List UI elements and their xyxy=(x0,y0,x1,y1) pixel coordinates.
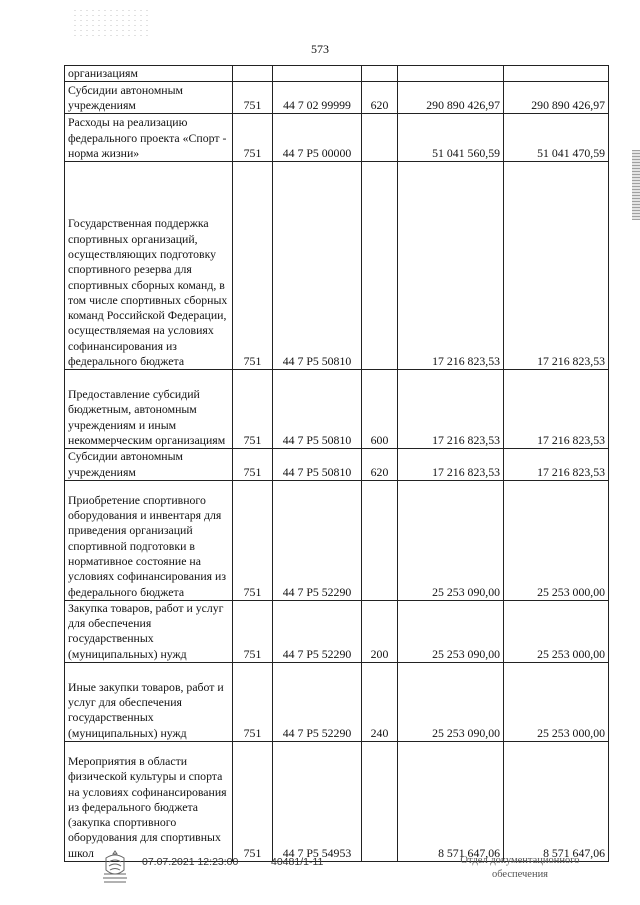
row-amount-actual: 17 216 823,53 xyxy=(504,449,609,481)
footer-document-number: 40481/1-11 xyxy=(271,856,324,868)
table-row xyxy=(65,114,609,162)
row-target-code: 44 7 P5 52290 xyxy=(273,600,362,662)
row-name: Приобретение спортивного оборудования и инвентаря для приведения организаций спортивной подготовки в нормативное состояние на условиях софинансирования из федерального бюджета xyxy=(65,480,233,600)
row-ministry-code xyxy=(233,66,273,82)
row-target-code: 44 7 P5 52290 xyxy=(273,663,362,742)
table-row xyxy=(65,370,609,449)
row-ministry-code: 751 xyxy=(233,370,273,449)
row-name: Субсидии автономным учреждениям xyxy=(65,449,233,481)
row-amount-actual: 17 216 823,53 xyxy=(504,370,609,449)
row-target-code: 44 7 P5 50810 xyxy=(273,449,362,481)
row-expense-type xyxy=(362,480,398,600)
row-amount-plan: 25 253 090,00 xyxy=(398,600,504,662)
row-target-code: 44 7 P5 50810 xyxy=(273,162,362,370)
row-expense-type: 620 xyxy=(362,82,398,114)
row-ministry-code: 751 xyxy=(233,162,273,370)
row-amount-actual xyxy=(504,66,609,82)
row-target-code: 44 7 P5 00000 xyxy=(273,114,362,162)
footer-timestamp: 07.07.2021 12:23:00 xyxy=(142,856,239,868)
table-row xyxy=(65,449,609,481)
footer-department-stamp: Отдел документационного обеспечения xyxy=(460,855,580,880)
row-amount-actual: 17 216 823,53 xyxy=(504,162,609,370)
row-name: Предоставление субсидий бюджетным, автономным учреждениям и иным некоммерческим организациям xyxy=(65,370,233,449)
row-target-code: 44 7 P5 54953 xyxy=(273,742,362,862)
table-row xyxy=(65,663,609,742)
row-amount-plan: 25 253 090,00 xyxy=(398,480,504,600)
row-amount-plan: 17 216 823,53 xyxy=(398,162,504,370)
row-expense-type xyxy=(362,162,398,370)
row-amount-plan: 51 041 560,59 xyxy=(398,114,504,162)
page-number: 573 xyxy=(311,42,329,56)
row-ministry-code: 751 xyxy=(233,449,273,481)
row-ministry-code: 751 xyxy=(233,480,273,600)
row-target-code: 44 7 P5 52290 xyxy=(273,480,362,600)
scan-artifact xyxy=(72,8,152,38)
table-row xyxy=(65,66,609,82)
row-amount-plan xyxy=(398,66,504,82)
row-name: организациям xyxy=(65,66,233,82)
scan-edge-mark xyxy=(632,150,640,220)
row-ministry-code: 751 xyxy=(233,663,273,742)
row-amount-actual: 290 890 426,97 xyxy=(504,82,609,114)
row-name: Расходы на реализацию федерального проекта «Спорт - норма жизни» xyxy=(65,114,233,162)
row-amount-actual: 8 571 647,06 xyxy=(504,742,609,862)
row-amount-actual: 51 041 470,59 xyxy=(504,114,609,162)
row-expense-type xyxy=(362,66,398,82)
row-amount-plan: 17 216 823,53 xyxy=(398,449,504,481)
table-row xyxy=(65,742,609,862)
table-row xyxy=(65,162,609,370)
row-amount-actual: 25 253 000,00 xyxy=(504,480,609,600)
row-expense-type: 620 xyxy=(362,449,398,481)
row-expense-type xyxy=(362,114,398,162)
table-row xyxy=(65,480,609,600)
row-target-code: 44 7 P5 50810 xyxy=(273,370,362,449)
row-amount-actual: 25 253 000,00 xyxy=(504,600,609,662)
table-row xyxy=(65,600,609,662)
row-name: Мероприятия в области физической культуры и спорта на условиях софинансирования из федерального бюджета (закупка спортивного оборудования для спортивных школ xyxy=(65,742,233,862)
coat-of-arms-icon xyxy=(98,848,132,886)
row-name: Иные закупки товаров, работ и услуг для обеспечения государственных (муниципальных) нужд xyxy=(65,663,233,742)
row-expense-type: 600 xyxy=(362,370,398,449)
row-amount-plan: 8 571 647,06 xyxy=(398,742,504,862)
row-ministry-code: 751 xyxy=(233,742,273,862)
row-ministry-code: 751 xyxy=(233,600,273,662)
row-amount-plan: 17 216 823,53 xyxy=(398,370,504,449)
row-name: Закупка товаров, работ и услуг для обеспечения государственных (муниципальных) нужд xyxy=(65,600,233,662)
row-expense-type: 200 xyxy=(362,600,398,662)
row-amount-actual: 25 253 000,00 xyxy=(504,663,609,742)
row-expense-type: 240 xyxy=(362,663,398,742)
row-name: Субсидии автономным учреждениям xyxy=(65,82,233,114)
row-amount-plan: 290 890 426,97 xyxy=(398,82,504,114)
table-row xyxy=(65,82,609,114)
row-name: Государственная поддержка спортивных организаций, осуществляющих подготовку спортивного резерва для спортивных сборных команд, в том числе спортивных сборных команд Российской Федерации, осуществляемая на условиях софинансирования из федерального бюджета xyxy=(65,162,233,370)
budget-table xyxy=(64,65,609,862)
row-ministry-code: 751 xyxy=(233,82,273,114)
row-expense-type xyxy=(362,742,398,862)
row-target-code xyxy=(273,66,362,82)
row-ministry-code: 751 xyxy=(233,114,273,162)
row-amount-plan: 25 253 090,00 xyxy=(398,663,504,742)
row-target-code: 44 7 02 99999 xyxy=(273,82,362,114)
